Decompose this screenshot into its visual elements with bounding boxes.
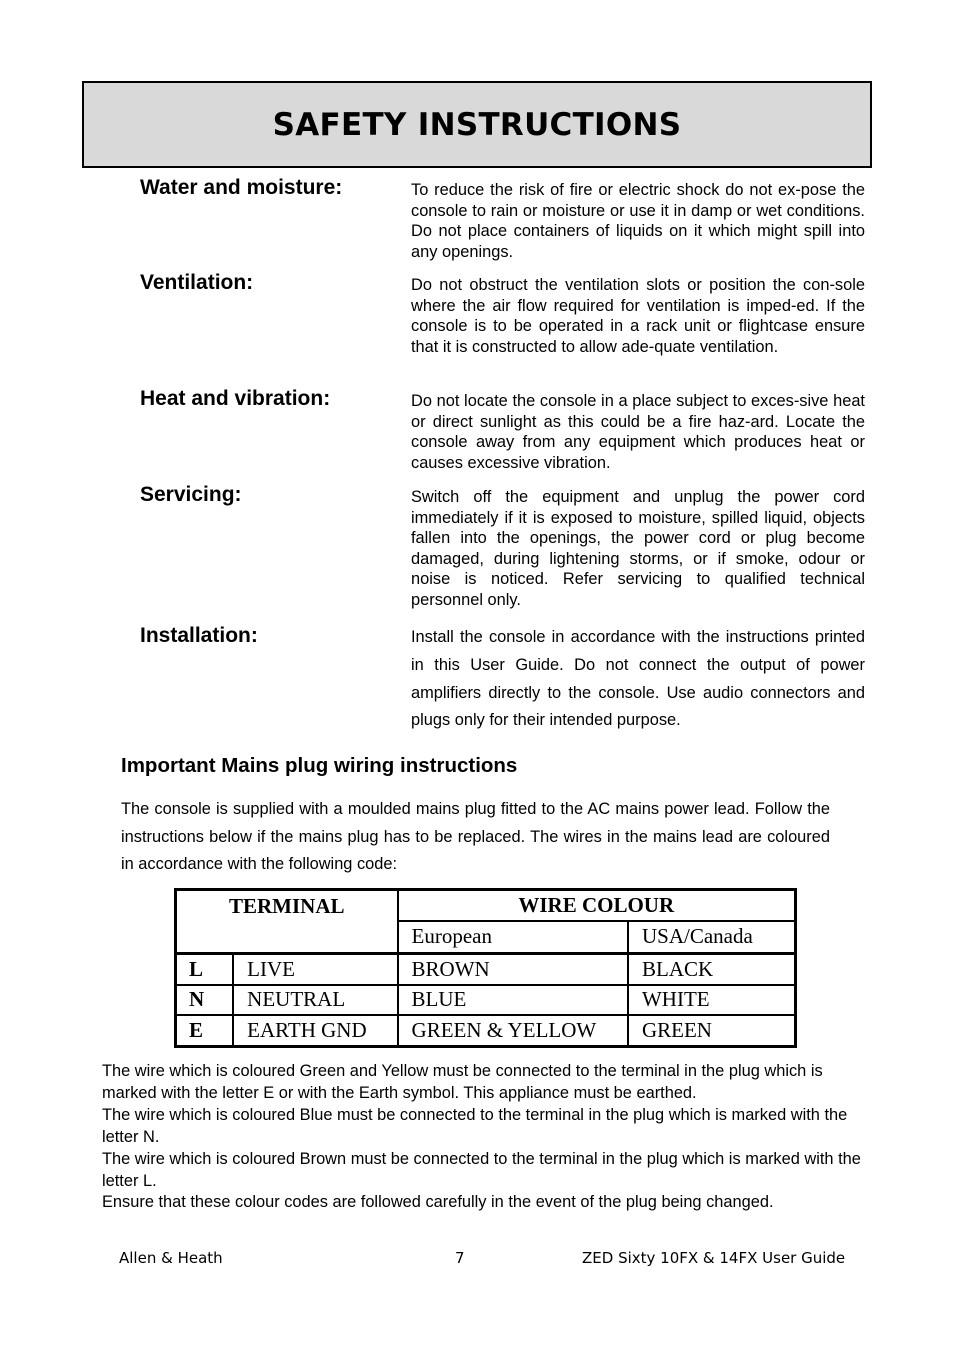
table-row: [176, 1015, 796, 1046]
mains-heading: Important Mains plug wiring instructions: [121, 754, 518, 777]
usa-colour: WHITE: [628, 985, 796, 1016]
table-row: [176, 954, 796, 985]
section-label-water: Water and moisture:: [140, 176, 343, 199]
terminal-letter: N: [176, 985, 234, 1016]
section-label-ventilation: Ventilation:: [140, 271, 254, 294]
section-text-heat: Do not locate the console in a place subject to exces-sive heat or direct sunlight as this could be a fire haz-ard. Locate the console away from any equipment which produces heat or causes excessive vibration.: [411, 392, 865, 472]
usa-header: USA/Canada: [628, 921, 796, 954]
section-label-installation: Installation:: [140, 624, 258, 647]
european-header: European: [398, 921, 628, 954]
european-colour: BLUE: [398, 985, 628, 1016]
terminal-name: NEUTRAL: [233, 985, 397, 1016]
terminal-header: TERMINAL: [176, 890, 398, 954]
section-text-servicing: Switch off the equipment and unplug the power cord immediately if it is exposed to moisture, spilled liquid, objects fallen into the openings, the power cord or plug become damaged, during lightening storms, or if smoke, odour or noise is noticed. Refer servicing to qualified technical personnel only.: [411, 488, 865, 609]
table-row: [176, 985, 796, 1016]
title-banner: [82, 81, 872, 168]
footer-page-number: 7: [455, 1249, 465, 1267]
section-text-installation: Install the console in accordance with the instructions printed in this User Guide. Do not connect the output of power amplifiers directly to the console. Use audio connectors and plugs only for their intended purpose.: [411, 628, 865, 730]
section-text-water: To reduce the risk of fire or electric shock do not ex-pose the console to rain or moisture or use it in damp or wet conditions. Do not place containers of liquids on it which might spill into any openings.: [411, 181, 865, 261]
note-neutral: The wire which is coloured Blue must be connected to the terminal in the plug which is marked with the letter N.: [102, 1105, 848, 1146]
note-ensure: Ensure that these colour codes are followed carefully in the event of the plug being changed.: [102, 1193, 774, 1212]
footer-guide-title: ZED Sixty 10FX & 14FX User Guide: [582, 1249, 846, 1267]
european-colour: BROWN: [398, 954, 628, 985]
section-label-servicing: Servicing:: [140, 483, 242, 506]
footer-company: Allen & Heath: [119, 1249, 223, 1267]
terminal-letter: E: [176, 1015, 234, 1046]
terminal-name: EARTH GND: [233, 1015, 397, 1046]
note-earth: The wire which is coloured Green and Yellow must be connected to the terminal in the plug which is marked with the letter E or with the Earth symbol. This appliance must be earthed.: [102, 1062, 823, 1102]
wiring-notes: [102, 1061, 862, 1214]
mains-intro: The console is supplied with a moulded mains plug fitted to the AC mains power lead. Follow the instructions below if the mains plug has to be replaced. The wires in the mains lead are coloured in accordance with the following code:: [121, 800, 830, 873]
terminal-name: LIVE: [233, 954, 397, 985]
section-text-ventilation: Do not obstruct the ventilation slots or position the con-sole where the air flow required for ventilation is imped-ed. If the console is to be operated in a rack unit or flightcase ensure that it is constructed to allow ade-quate ventilation.: [411, 276, 865, 356]
page-title: SAFETY INSTRUCTIONS: [272, 106, 682, 143]
usa-colour: BLACK: [628, 954, 796, 985]
wire-colour-header: WIRE COLOUR: [398, 890, 796, 921]
wiring-table: [174, 888, 797, 1048]
usa-colour: GREEN: [628, 1015, 796, 1046]
european-colour: GREEN & YELLOW: [398, 1015, 628, 1046]
section-label-heat: Heat and vibration:: [140, 387, 331, 410]
note-live: The wire which is coloured Brown must be connected to the terminal in the plug which is marked with the letter L.: [102, 1149, 861, 1190]
terminal-letter: L: [176, 954, 234, 985]
